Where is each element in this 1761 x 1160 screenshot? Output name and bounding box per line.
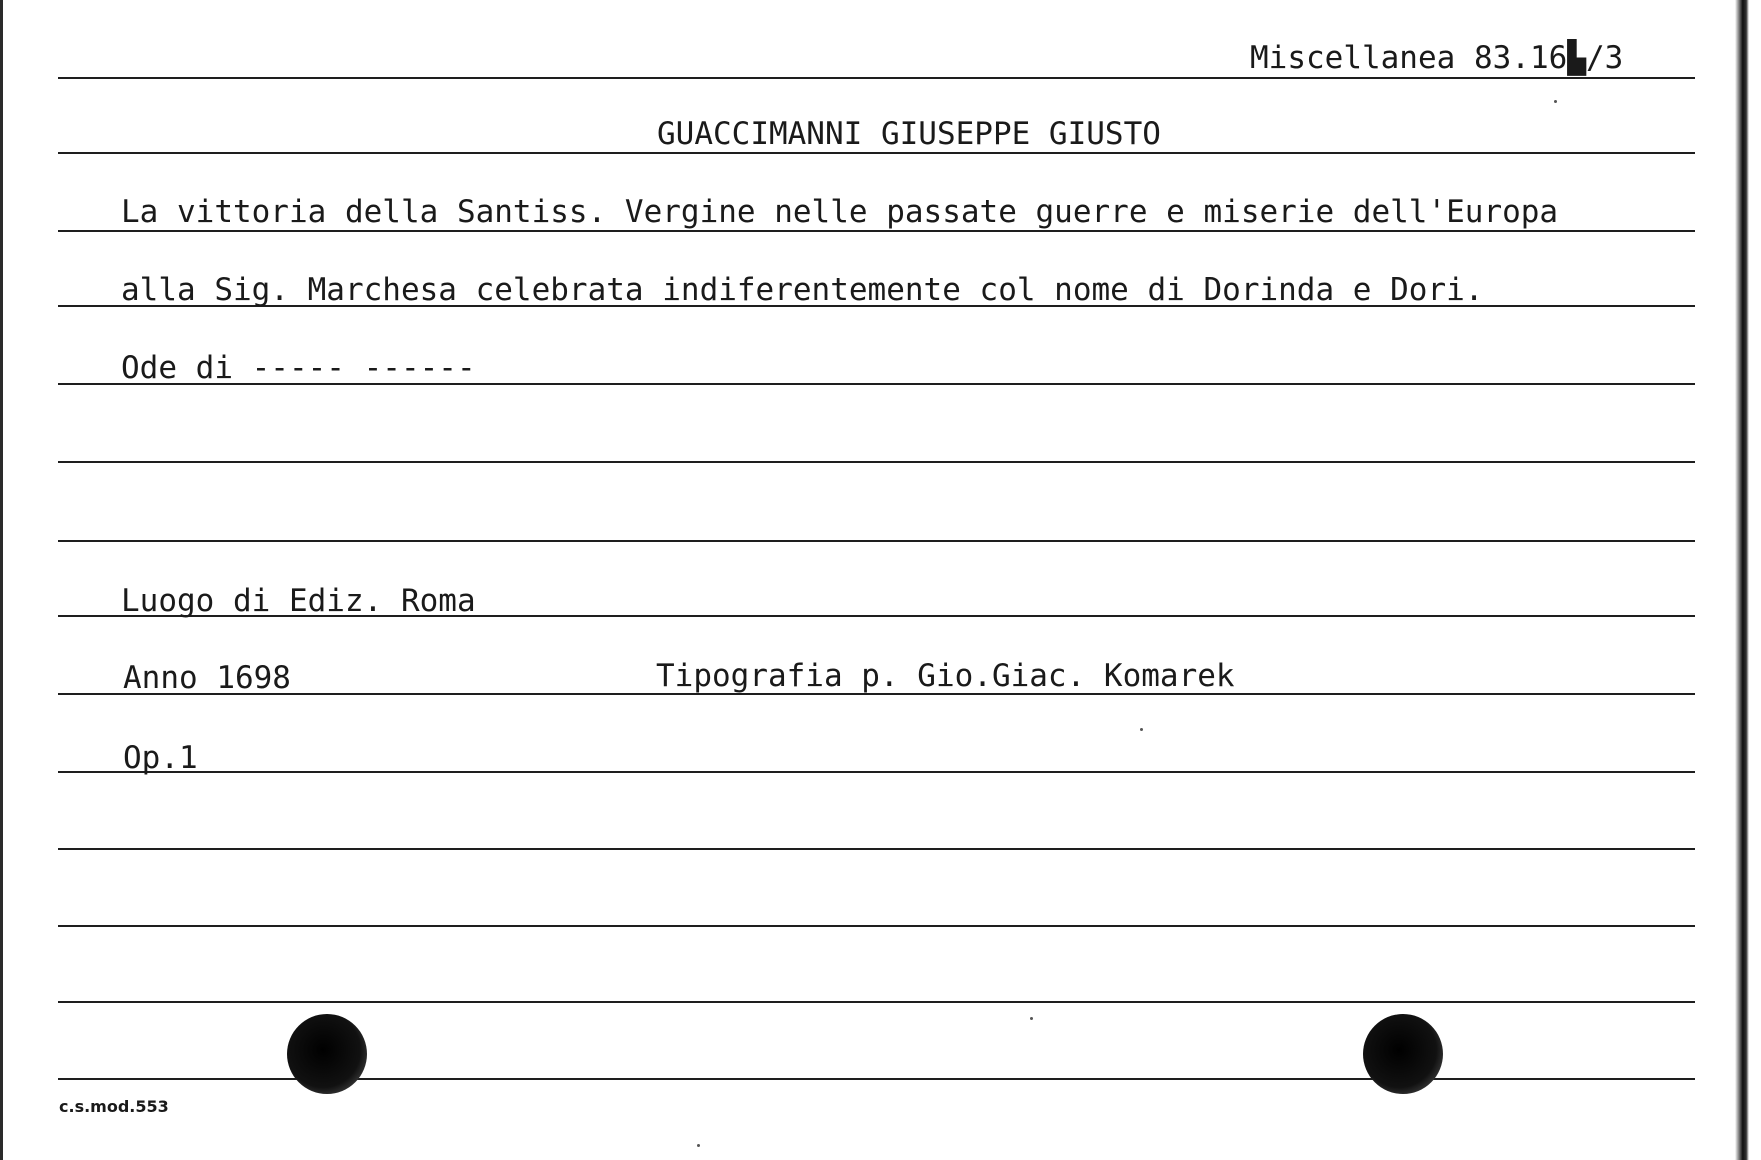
ruled-line <box>58 77 1695 79</box>
place-of-edition: Luogo di Ediz. Roma <box>121 583 476 619</box>
ruled-line <box>58 1001 1695 1003</box>
punch-hole-left <box>287 1014 367 1094</box>
speck <box>1030 1017 1033 1020</box>
ruled-line <box>58 540 1695 542</box>
ruled-line <box>58 152 1695 154</box>
author-heading: GUACCIMANNI GIUSEPPE GIUSTO <box>657 116 1161 152</box>
speck <box>1554 100 1557 103</box>
punch-hole-right <box>1363 1014 1443 1094</box>
card-left-edge <box>0 0 3 1160</box>
printer: Tipografia p. Gio.Giac. Komarek <box>656 658 1235 694</box>
title-line-1: La vittoria della Santiss. Vergine nelle passate guerre e miserie dell'Europa <box>121 194 1559 230</box>
ruled-line <box>58 848 1695 850</box>
ruled-line <box>58 771 1695 773</box>
speck <box>697 1144 700 1147</box>
ruled-line <box>58 230 1695 232</box>
card-right-edge <box>1735 0 1749 1160</box>
form-code: c.s.mod.553 <box>59 1097 169 1116</box>
title-line-2: alla Sig. Marchesa celebrata indiferentemente col nome di Dorinda e Dori. <box>121 272 1484 308</box>
shelfmark: Miscellanea 83.16▙/3 <box>1250 40 1624 76</box>
ruled-line <box>58 925 1695 927</box>
ruled-line <box>58 461 1695 463</box>
year-of-edition: Anno 1698 <box>123 660 291 696</box>
speck <box>1140 728 1143 731</box>
opus-number: Op.1 <box>123 740 198 776</box>
title-line-3: Ode di ----- ------ <box>121 350 476 386</box>
